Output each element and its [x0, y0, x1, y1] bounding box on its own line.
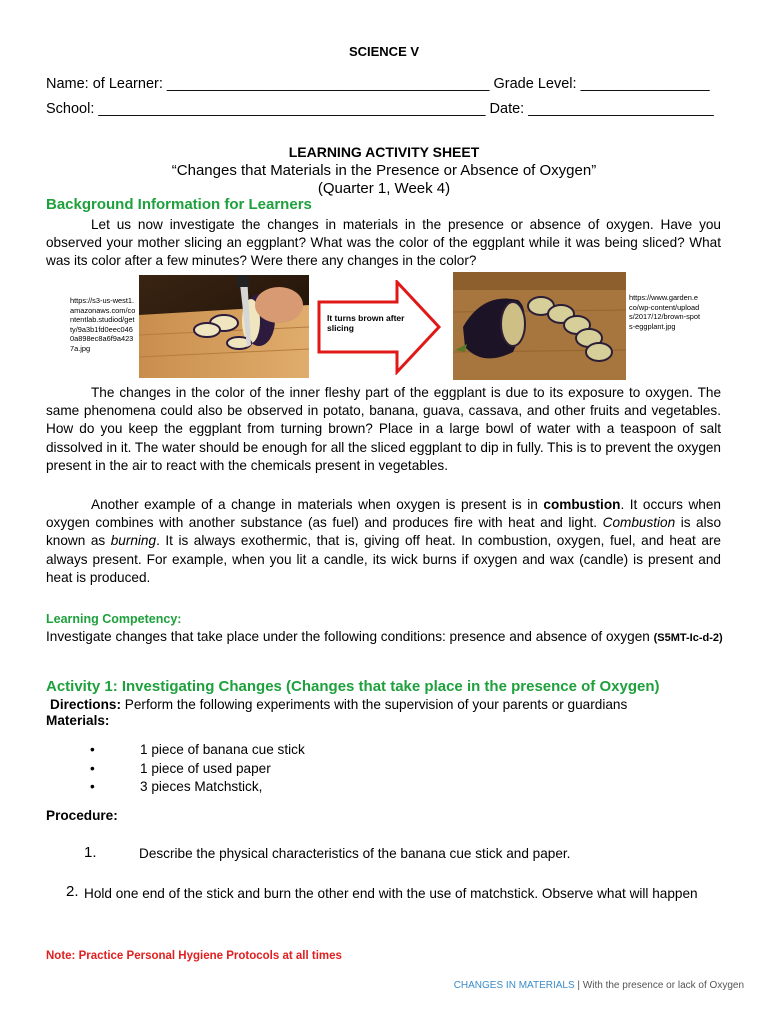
step-text: Hold one end of the stick and burn the other end with the use of matchstick. Observe what will happen: [84, 886, 698, 901]
name-blank[interactable]: ________________________________________: [166, 76, 490, 92]
material-item: 1 piece of banana cue stick: [140, 742, 305, 757]
step-number: 1.: [84, 844, 97, 861]
school-row: [46, 101, 714, 117]
burning-term: burning: [110, 533, 157, 549]
school-label: School:: [46, 101, 95, 117]
page-footer: [454, 980, 744, 991]
sheet-title: LEARNING ACTIVITY SHEET: [288, 144, 480, 160]
procedure-label: Procedure:: [46, 808, 118, 823]
name-label: Name: of Learner:: [46, 76, 163, 92]
arrow-caption: It turns brown after slicing: [327, 313, 405, 333]
name-row: [46, 76, 710, 92]
eggplant-slicing-image: [139, 275, 309, 378]
grade-label: Grade Level:: [493, 76, 577, 92]
para3-part: is also known as: [46, 515, 721, 549]
bullet-icon: •: [90, 761, 95, 776]
material-item: 1 piece of used paper: [140, 761, 271, 776]
combustion-term-italic: Combustion: [602, 515, 676, 531]
combustion-term: combustion: [543, 497, 621, 512]
competency-text: [46, 628, 726, 648]
intro-paragraph: Let us now investigate the changes in materials in the presence or absence of oxygen. Have you observed your mother slicing an eggplant? What was the color of the eggplant while it was being sliced? What was its color after a few minutes? Were there any changes in the color?: [46, 217, 721, 269]
hygiene-note: Note: Practice Personal Hygiene Protocols at all times: [46, 950, 342, 962]
arrow-callout: [317, 280, 442, 375]
document-title: SCIENCE V: [348, 44, 420, 59]
directions-label: Directions:: [50, 697, 122, 712]
competency-code: (S5MT-Ic-d-2): [653, 632, 723, 644]
right-image-url: https://www.garden.eco/wp-content/uploads/2017/12/brown-spots-eggplant.jpg: [629, 293, 701, 331]
directions: [50, 697, 627, 712]
step-number: 2.: [66, 883, 79, 900]
school-blank[interactable]: ________________________________________________: [98, 101, 486, 117]
footer-subtitle: With the presence or lack of Oxygen: [582, 980, 744, 991]
sheet-quarter: (Quarter 1, Week 4): [317, 180, 451, 197]
competency-body: Investigate changes that take place under the following conditions: presence and absence of oxygen: [46, 629, 654, 644]
para3-part: Another example of a change in materials when oxygen is present is in: [91, 497, 544, 512]
browned-eggplant-image: [453, 272, 626, 380]
competency-heading: Learning Competency:: [46, 612, 182, 626]
oxygen-paragraph: The changes in the color of the inner fleshy part of the eggplant is due to its exposure to oxygen. The same phenomena could also be observed in potato, banana, guava, cassava, and other fruits and vegetables. How do you keep the eggplant from turning brown? Place in a large bowl of water with a teaspoon of salt dissolved in it. The water should be enough for all the sliced eggplant to dip in fully. This is to prevent the oxygen present in the air to react with the chemicals present in vegetables.: [46, 385, 721, 473]
para3-part: . It is always exothermic, that is, giving off heat. In combustion, oxygen, fuel, and heat are always present. For example, when you lit a candle, its wick burns if oxygen and wax (candle) is present and heat is produced.: [46, 533, 721, 585]
combustion-paragraph: [46, 496, 721, 587]
grade-blank[interactable]: ________________: [580, 76, 710, 92]
materials-label: Materials:: [46, 713, 110, 728]
material-item: 3 pieces Matchstick,: [140, 779, 263, 794]
footer-title: CHANGES IN MATERIALS: [453, 980, 575, 991]
background-heading: Background Information for Learners: [46, 196, 312, 213]
left-image-url: https://s3-us-west1.amazonaws.com/contentlab.studiod/getty/9a3b1fd0eec0460a898ec8a6f9a4237a.jpg: [70, 296, 136, 353]
sheet-subtitle: “Changes that Materials in the Presence or Absence of Oxygen”: [171, 162, 597, 179]
step-text: Describe the physical characteristics of the banana cue stick and paper.: [139, 846, 571, 861]
bullet-icon: •: [90, 779, 95, 794]
para3-part: . It occurs when oxygen combines with another substance (as fuel) and produces fire with heat and light.: [46, 497, 721, 531]
activity-heading: Activity 1: Investigating Changes (Changes that take place in the presence of Oxygen): [46, 678, 660, 695]
directions-text: Perform the following experiments with the supervision of your parents or guardians: [121, 697, 628, 712]
date-label: Date:: [489, 101, 525, 117]
bullet-icon: •: [90, 742, 95, 757]
date-blank[interactable]: _______________________: [528, 101, 714, 117]
footer-separator: |: [577, 980, 581, 991]
